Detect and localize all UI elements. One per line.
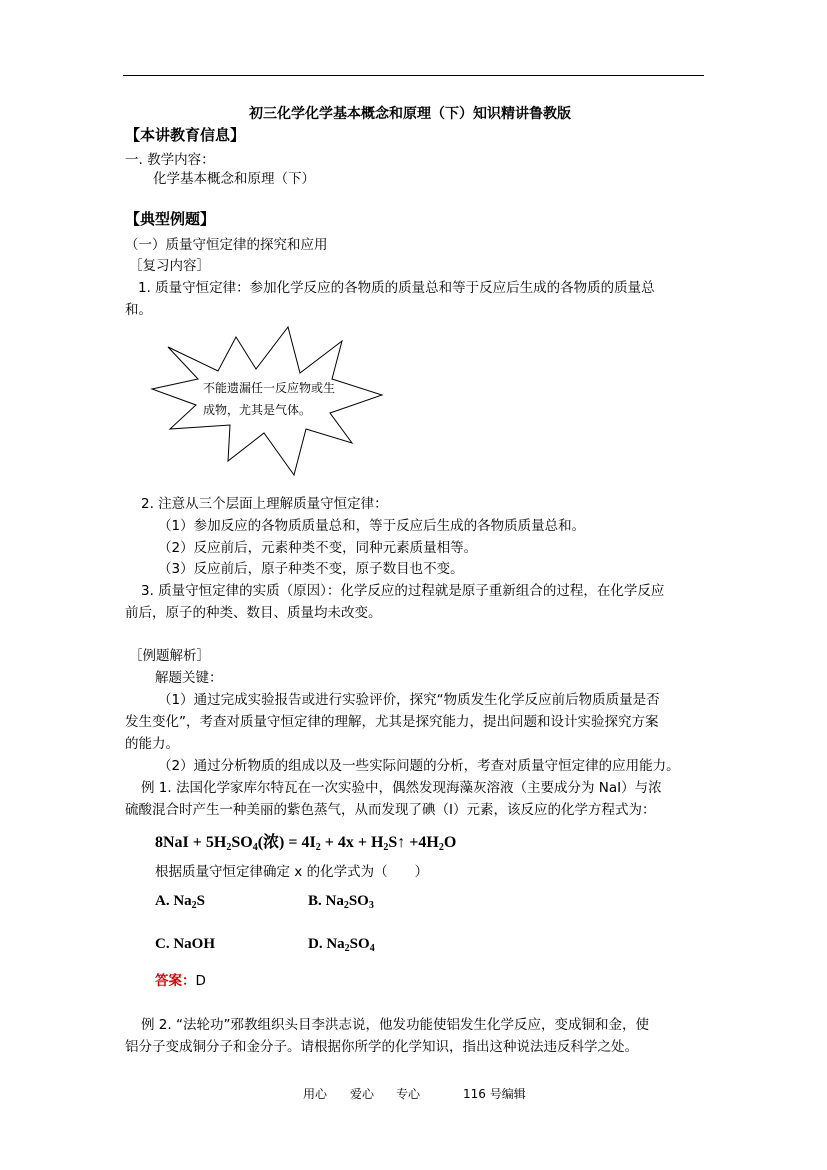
footer-word-2: 爱心 (350, 1087, 375, 1101)
option-subscript: 2 (191, 900, 197, 911)
option-d-text: D. Na (308, 936, 345, 952)
paragraph-2: 2. 注意从三个层面上理解质量守恒定律： (141, 496, 388, 512)
starburst-text-line-2: 成物，尤其是气体。 (203, 403, 312, 417)
teaching-content-label: 一. 教学内容： (125, 152, 215, 168)
paragraph-1-line-1: 1. 质量守恒定律：参加化学反应的各物质的质量总和等于反应后生成的各物质的质量总 (138, 280, 655, 296)
paragraph-3-line-2: 前后，原子的种类、数目、质量均未改变。 (125, 605, 382, 621)
paragraph-2-item-1: （1）参加反应的各物质质量总和，等于反应后生成的各物质质量总和。 (158, 518, 586, 534)
option-d (308, 936, 375, 954)
answer-value: D (195, 973, 206, 989)
equation-part: O (443, 834, 457, 851)
paragraph-3-line-1: 3. 质量守恒定律的实质（原因）：化学反应的过程就是原子重新组合的过程，在化学反应 (141, 583, 665, 599)
section-heading-info: 【本讲教育信息】 (125, 126, 246, 144)
option-subscript: 3 (368, 900, 374, 911)
question-text: 根据质量守恒定律确定 x 的化学式为（ ） (155, 864, 429, 880)
option-b-tail: SO (348, 893, 369, 909)
teaching-content-value: 化学基本概念和原理（下） (153, 171, 315, 187)
option-a-tail: S (196, 893, 206, 909)
option-c (155, 936, 215, 953)
page-title: 初三化学化学基本概念和原理（下）知识精讲鲁教版 (249, 106, 571, 122)
answer-line (155, 969, 206, 989)
equation-part: SO (231, 834, 253, 851)
key-points-label: 解题关键： (155, 670, 223, 686)
option-d-tail: SO (349, 936, 370, 952)
equation-part: (浓) = 4I (257, 834, 316, 851)
equation-part: + 4x + H (320, 834, 384, 851)
subsection-heading: （一）质量守恒定律的探究和应用 (125, 237, 328, 253)
option-b (308, 893, 374, 911)
option-c-text: C. NaOH (155, 936, 215, 952)
review-label: ［复习内容］ (129, 258, 210, 274)
option-a (155, 893, 205, 911)
option-subscript: 2 (343, 900, 349, 911)
footer-word-1: 用心 (303, 1087, 328, 1101)
key-point-1-line-3: 的能力。 (125, 736, 179, 752)
paragraph-2-item-2: （2）反应前后，元素种类不变，同种元素质量相等。 (158, 540, 478, 556)
example-1-line-2: 硫酸混合时产生一种美丽的紫色蒸气，从而发现了碘（I）元素，该反应的化学方程式为： (125, 802, 656, 818)
key-point-1-line-2: 发生变化”，考查对质量守恒定律的理解，尤其是探究能力，提出问题和设计实验探究方案 (125, 714, 659, 730)
option-a-text: A. Na (155, 893, 192, 909)
equation-subscript: 2 (438, 842, 444, 853)
header-rule (123, 75, 704, 76)
example-1-line-1: 例 1. 法国化学家库尔特瓦在一次实验中，偶然发现海藻灰溶液（主要成分为 NaI）与浓 (141, 780, 662, 796)
equation-part: 8NaI + 5H (155, 834, 227, 851)
analysis-label: ［例题解析］ (129, 648, 210, 664)
key-point-2: （2）通过分析物质的组成以及一些实际问题的分析，考查对质量守恒定律的应用能力。 (158, 758, 680, 774)
equation-subscript: 4 (252, 842, 258, 853)
equation-subscript: 2 (383, 842, 389, 853)
chemical-equation (155, 829, 456, 853)
option-subscript: 2 (344, 943, 350, 954)
footer-editor: 116 号编辑 (463, 1087, 526, 1101)
starburst-text-line-1: 不能遗漏任一反应物或生 (203, 381, 336, 395)
example-2-line-1: 例 2. “法轮功”邪教组织头目李洪志说，他发功能使铝发生化学反应，变成铜和金，使 (141, 1017, 649, 1033)
key-point-1-line-1: （1）通过完成实验报告或进行实验评价，探究“物质发生化学反应前后物质质量是否 (158, 692, 660, 708)
equation-subscript: 2 (315, 842, 321, 853)
paragraph-1-line-2: 和。 (125, 302, 152, 318)
example-2-line-2: 铝分子变成铜分子和金分子。请根据你所学的化学知识，指出这种说法违反科学之处。 (125, 1039, 638, 1055)
equation-part: S↑ +4H (388, 834, 439, 851)
option-subscript: 4 (369, 943, 375, 954)
answer-label: 答案： (155, 973, 196, 989)
footer-word-3: 专心 (396, 1087, 421, 1101)
section-heading-examples: 【典型例题】 (125, 210, 216, 228)
paragraph-2-item-3: （3）反应前后，原子种类不变，原子数目也不变。 (158, 561, 464, 577)
equation-subscript: 2 (226, 842, 232, 853)
option-b-text: B. Na (308, 893, 344, 909)
